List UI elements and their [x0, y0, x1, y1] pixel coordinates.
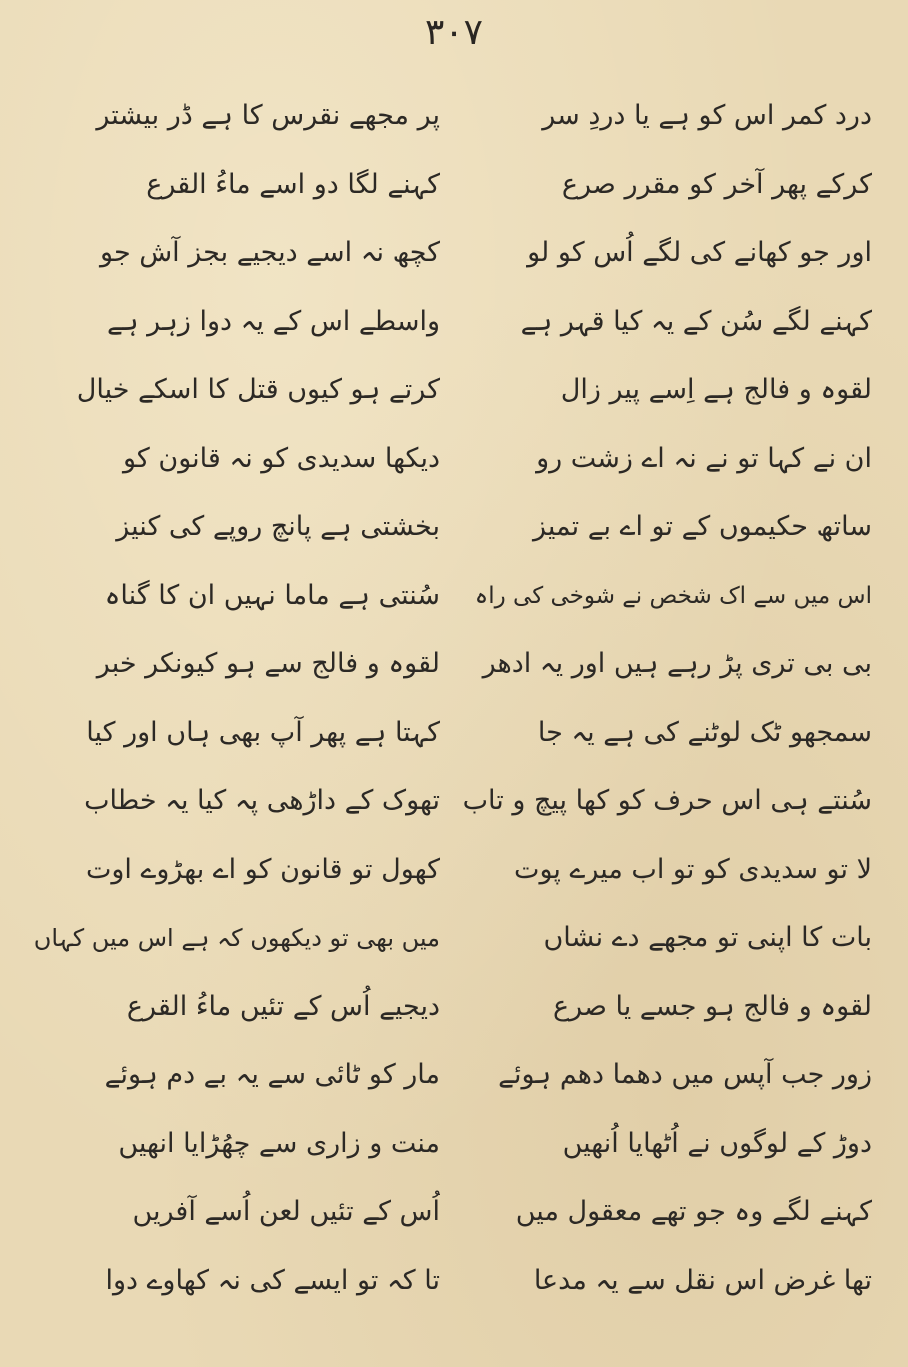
verse-line: دیجیے اُس کے تئیں ماءُ القرع — [126, 990, 440, 1022]
verse-line: کھول تو قانون کو اے بھڑوے اوت — [85, 853, 440, 885]
verse-line: بات کا اپنی تو مجھے دے نشاں — [543, 922, 872, 953]
verse-line: واسطے اس کے یہ دوا زہر ہے — [106, 305, 440, 337]
verse-line: کہنے لگے وہ جو تھے معقول میں — [515, 1196, 872, 1227]
verse-line: تھا غرض اس نقل سے یہ مدعا — [533, 1264, 872, 1296]
verse-line: اس میں سے اک شخص نے شوخی کی راہ — [474, 582, 872, 609]
verse-line: کرکے پھر آخر کو مقرر صرع — [561, 168, 872, 200]
verse-line: کہتا ہے پھر آپ بھی ہاں اور کیا — [86, 716, 440, 748]
verse-line: پر مجھے نقرس کا ہے ڈر بیشتر — [96, 100, 440, 131]
verse-line: اور جو کھانے کی لگے اُس کو لو — [527, 237, 872, 268]
verse-line: کہنے لگے سُن کے یہ کیا قہر ہے — [520, 305, 872, 337]
verse-line: لقوہ و فالج ہے اِسے پیر زال — [560, 374, 872, 405]
right-column — [462, 82, 872, 1315]
verse-line: منت و زاری سے چھُڑایا انھیں — [118, 1127, 440, 1159]
verse-line: سُنتی ہے ماما نہیں ان کا گناہ — [104, 579, 440, 611]
verse-line: درد کمر اس کو ہے یا دردِ سر — [542, 100, 872, 131]
verse-line: تا کہ تو ایسے کی نہ کھاوے دوا — [105, 1264, 440, 1296]
verse-line: ساتھ حکیموں کے تو اے بے تمیز — [532, 511, 872, 542]
verse-line: دیکھا سدیدی کو نہ قانون کو — [122, 442, 440, 474]
verse-line: مار کو ٹائی سے یہ بے دم ہوئے — [104, 1059, 440, 1090]
verse-line: میں بھی تو دیکھوں کہ ہے اس میں کہاں — [33, 924, 440, 952]
verse-line: لقوہ و فالج سے ہو کیونکر خبر — [96, 648, 440, 679]
verse-line: زور جب آپس میں دھما دھم ہوئے — [498, 1059, 872, 1090]
verse-line: دوڑ کے لوگوں نے اُٹھایا اُنھیں — [562, 1127, 872, 1159]
left-column — [30, 82, 440, 1315]
verse-line: کرتے ہو کیوں قتل کا اسکے خیال — [76, 374, 440, 405]
verse-line: بی بی تری پڑ رہے ہیں اور یہ ادھر — [482, 648, 872, 679]
verse-line: کہنے لگا دو اسے ماءُ القرع — [146, 168, 440, 200]
page-number: ۳۰۷ — [424, 12, 483, 53]
verse-line: تھوک کے داڑھی پہ کیا یہ خطاب — [84, 785, 440, 816]
verse-line: لقوہ و فالج ہو جسے یا صرع — [552, 990, 872, 1022]
verse-line: سُنتے ہی اس حرف کو کھا پیچ و تاب — [462, 785, 872, 816]
verse-line: سمجھو ٹک لوٹنے کی ہے یہ جا — [537, 716, 872, 748]
verse-line: کچھ نہ اسے دیجیے بجز آش جو — [100, 237, 440, 268]
verse-line: ان نے کہا تو نے نہ اے زشت رو — [536, 442, 872, 474]
verse-line: بخشتی ہے پانچ روپے کی کنیز — [116, 511, 440, 542]
verse-line: اُس کے تئیں لعن اُسے آفریں — [132, 1196, 440, 1227]
verse-line: لا تو سدیدی کو تو اب میرے پوت — [514, 853, 872, 885]
